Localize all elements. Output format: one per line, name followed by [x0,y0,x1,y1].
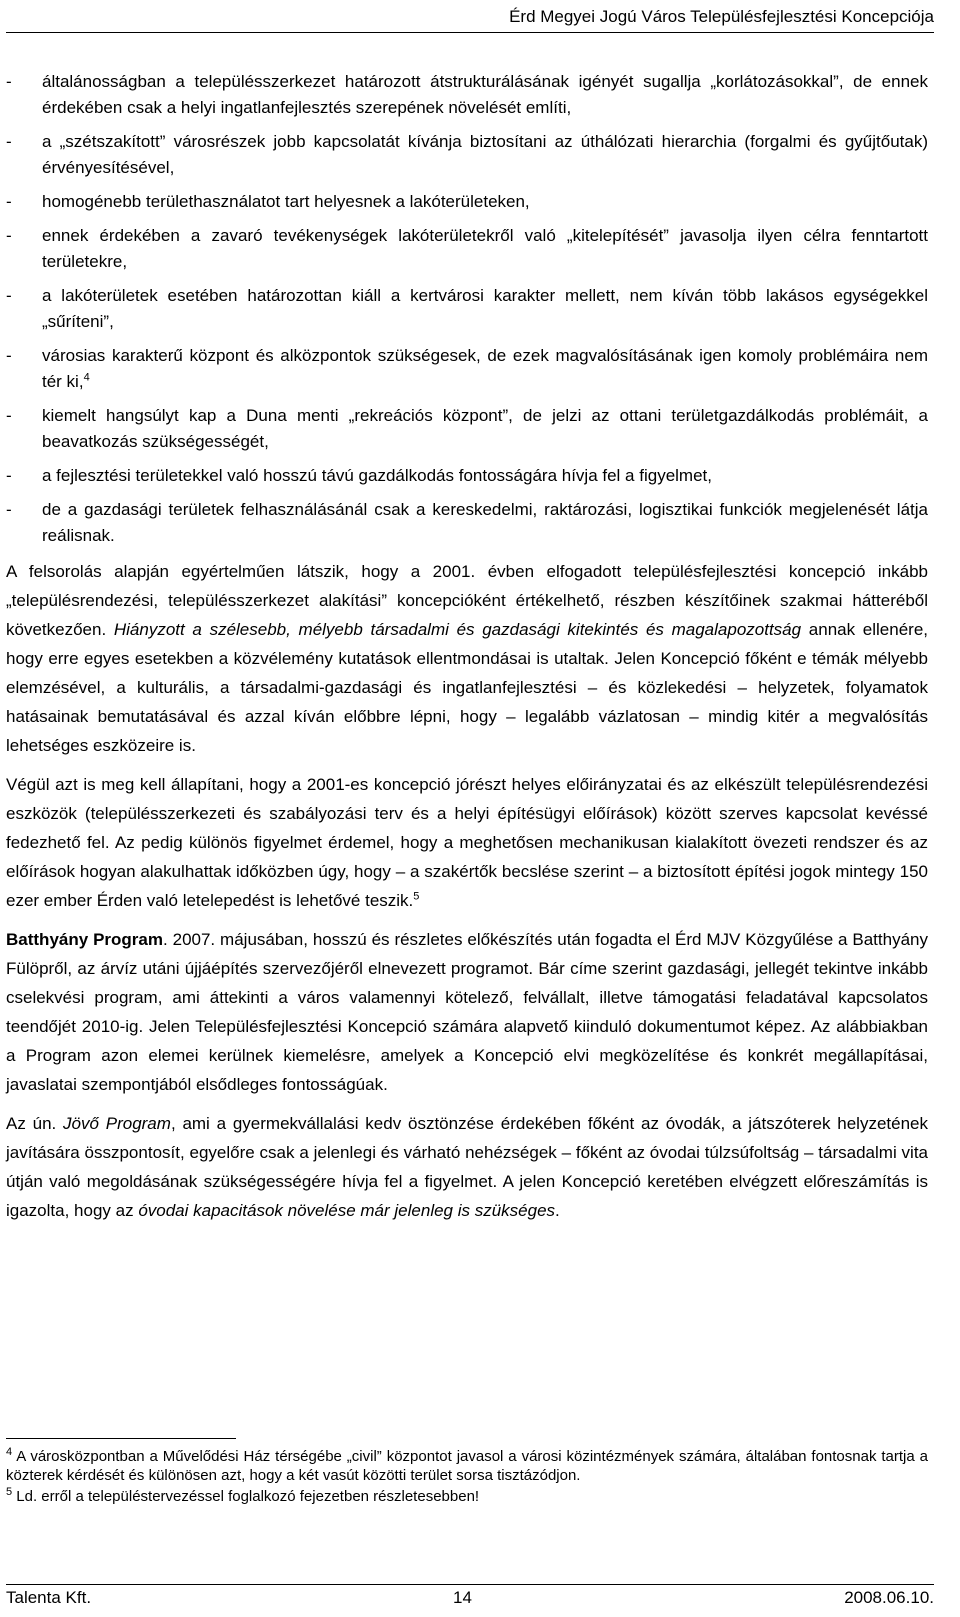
list-item: - homogénebb területhasználatot tart helyesnek a lakóterületeken, [6,192,530,211]
footnote-ref[interactable]: 4 [83,371,90,384]
program-name: Batthyány Program [6,930,163,949]
page-number: 14 [453,1588,472,1607]
list-item: - a fejlesztési területekkel való hosszú távú gazdálkodás fontosságára hívja fel a figyelmet, [6,466,712,485]
paragraph-batthyany-program: Batthyány Program. 2007. májusában, hosszú és részletes előkészítés után fogadta el Érd MJV Közgyűlése a Batthyány Fülöpről, az árvíz utáni újjáépítés szervezőjéről elnevezett programot. Bár címe szerint gazdasági, jellegét tekintve inkább cselekvési program, ami áttekinti a város valamennyi kötelező, felvállalt, illetve támogatási feladatával kapcsolatos teendőjét 2010-ig. Jelen Településfejlesztési Koncepció számára alapvető kiinduló dokumentumot képez. Az alábbiakban a Program azon elemei kerülnek kiemelésre, amelyek a Koncepció elvi megközelítése és konkrét megállapításai, javaslatai szempontjából elsődleges fontosságúak. [6,930,928,1094]
list-item: - városias karakterű központ és alközpontok szükségesek, de ezek magvalósításának igen komoly problémáira nem tér ki,$^4$ [6,346,928,391]
paragraph-jovo-program: Az ún. Jövő Program, ami a gyermekvállalási kedv ösztönzése érdekében főként az óvodák, a játszóterek helyzetének javítására összpontosít, egyelőre csak a jelenlegi és várható nehézségek – főként az óvodai túlzsúfoltság – társadalmi vita útján való megoldásának szükségességére hívja fel a figyelmet. A jelen Koncepció keretében elvégzett előreszámítás is igazolta, hogy az óvodai kapacitások növelése már jelenleg is szükséges. [6,1114,928,1220]
list-item: - ennek érdekében a zavaró tevékenységek lakóterületekről való „kitelepítését” javasolja ilyen célra fenntartott területekre, [6,226,928,271]
footnote: $^5$ Ld. erről a településtervezéssel foglalkozó fejezetben részletesebben! [6,1486,480,1505]
page-footer [6,1584,934,1613]
paragraph-conclusion: Végül azt is meg kell állapítani, hogy a 2001-es koncepció jórészt helyes előirányzatai és az elkészült településrendezési eszközök (településszerkezeti és szabályozási terv és a helyi építésügyi előírások) között szerves kapcsolat kevéssé fedezhető fel. Az pedig különös figyelmet érdemel, hogy a meghetősen mechanikusan kialakított övezeti rendszer és az előírások hogyan alakulhattak időközben úgy, hogy – a szakértők becslése szerint – a biztosított építési jogok mintegy 150 ezer ember Érden való letelepedést is lehetővé teszik.$^5$ [6,775,928,910]
document-title: Érd Megyei Jogú Város Településfejlesztési Koncepciója [509,7,934,26]
page-header [6,4,934,33]
footnotes [6,1438,928,1508]
paragraph-assessment: A felsorolás alapján egyértelműen látszik, hogy a 2001. évben elfogadott településfejlesztési koncepció inkább „településrendezési, településszerkezet alakítási” koncepcióként értékelhető, részben készítőinek szakmai hátteréből következően. Hiányzott a szélesebb, mélyebb társadalmi és gazdasági kitekintés és magalapozottság annak ellenére, hogy erre egyes esetekben a közvélemény kutatások ellentmondásai is utaltak. Jelen Koncepció főként e témák mélyebb elemzésével, a kulturális, a társadalmi-gazdasági és ingatlanfejlesztési – és közlekedési – helyzetek, folyamatok hatásainak bemutatásával és azzal kíván előbbre lépni, hogy – legalább vázlatosan – mindig kitér a megvalósítás lehetséges eszközeire is. [6,562,928,755]
footnote-ref[interactable]: 5 [413,890,420,903]
footnote-divider [6,1438,236,1439]
bullet-list [6,69,928,549]
list-item: - de a gazdasági területek felhasználásánál csak a kereskedelmi, raktározási, logisztikai funkciók megjelenését látja reálisnak. [6,500,928,545]
document-body [6,69,928,1235]
footer-date: 2008.06.10. [844,1588,934,1607]
footer-company: Talenta Kft. [6,1588,92,1607]
list-item: - a lakóterületek esetében határozottan kiáll a kertvárosi karakter mellett, nem kíván több lakásos egységekkel „sűríteni”, [6,286,928,331]
list-item: - kiemelt hangsúlyt kap a Duna menti „rekreációs központ”, de jelzi az ottani területgazdálkodás problémáit, a beavatkozás szükségességét, [6,406,928,451]
footnote: $^4$ A városközpontban a Művelődési Ház térségébe „civil” központot javasol a városi közintézmények számára, általában fontosnak tartja a közterek kérdését és különösen azt, hogy a két vasút közötti terület sorsa tisztázódjon. [6,1446,928,1484]
list-item: - a „szétszakított” városrészek jobb kapcsolatát kívánja biztosítani az úthálózati hierarchia (forgalmi és gyűjtőutak) érvényesítésével, [6,132,928,177]
list-item: - általánosságban a településszerkezet határozott átstrukturálásának igényét sugallja „korlátozásokkal”, de ennek érdekében csak a helyi ingatlanfejlesztés szerepének növelését említi, [6,72,928,117]
